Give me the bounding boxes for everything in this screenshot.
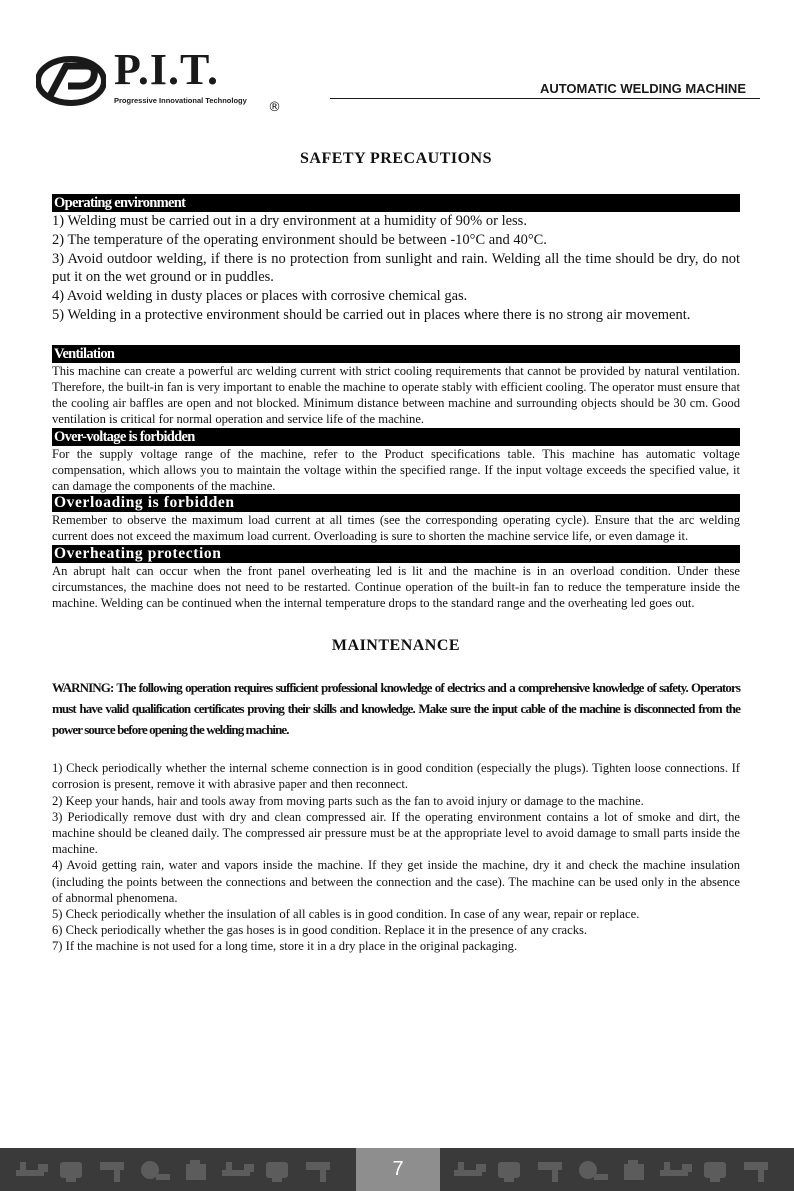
overheating-text: An abrupt halt can occur when the front panel overheating led is lit and the machine is in an overload condition. Under these circumstances, the machine does not need to be restarted. Continue operation of the built-in fan to reduce the temperature inside the machine. Welding can be continued when the internal temperature drops to the standard range and the overheating led goes out. [52, 563, 740, 611]
overloading-text: Remember to observe the maximum load current at all times (see the corresponding operating cycle). Ensure that the arc welding current does not exceed the maximum load current. Overloading is sure to shorten the machine service life, or even damage it. [52, 513, 740, 544]
safety-title: SAFETY PRECAUTIONS [300, 150, 492, 167]
page-number: 7 [356, 1148, 440, 1191]
operating-item-3: 3) Avoid outdoor welding, if there is no protection from sunlight and rain. Welding all the time should be dry, do not put it on the wet ground or in puddles. [52, 250, 740, 286]
ventilation-text: This machine can create a powerful arc welding current with strict cooling requirements that cannot be provided by natural ventilation. Therefore, the built-in fan is very important to enable the machine to operate stably with efficient cooling. The operator must ensure that the cooling air baffles are open and not blocked. Minimum distance between machine and surrounding objects should be 30 cm. Good ventilation is critical for normal operation and service life of the machine. [52, 363, 740, 427]
over-voltage-text: For the supply voltage range of the machine, refer to the Product specifications table. This machine has automatic voltage compensation, which allows you to maintain the voltage within the specified range. If the input voltage exceeds the specified value, it can damage the components of the machine. [52, 446, 740, 493]
operating-item-2: 2) The temperature of the operating environment should be between -10°C and 40°C. [52, 231, 547, 248]
section-heading-overloading: Overloading is forbidden [52, 494, 740, 512]
page-content [52, 150, 740, 955]
logo-tagline: Progressive Innovational Technology [114, 96, 247, 105]
maintenance-item-6: 6) Check periodically whether the gas hoses is in good condition. Replace it in the presence of any cracks. [52, 923, 588, 938]
document-header-title: AUTOMATIC WELDING MACHINE [539, 81, 746, 96]
section-heading-operating-environment: Operating environment [52, 194, 740, 212]
maintenance-item-2: 2) Keep your hands, hair and tools away from moving parts such as the fan to avoid injury or damage to the machine. [52, 793, 644, 808]
section-heading-ventilation: Ventilation [52, 345, 740, 363]
logo-name: P.I.T. [114, 45, 220, 94]
maintenance-item-4: 4) Avoid getting rain, water and vapors inside the machine. If they get inside the machine, dry it and check the machine insulation (including the points between the connections and between the connection and the case). The machine can be used only in the absence of abnormal phenomena. [52, 858, 740, 905]
pit-emblem-icon [36, 56, 106, 106]
registered-mark: ® [268, 100, 281, 115]
operating-item-1: 1) Welding must be carried out in a dry environment at a humidity of 90% or less. [52, 213, 527, 229]
operating-item-4: 4) Avoid welding in dusty places or places with corrosive chemical gas. [52, 288, 468, 305]
operating-item-5: 5) Welding in a protective environment should be carried out in places where there is no strong air movement. [52, 306, 691, 323]
page-footer [0, 1148, 794, 1191]
maintenance-item-3: 3) Periodically remove dust with dry and clean compressed air. If the operating environment contains a lot of smoke and dirt, the machine should be cleaned daily. The compressed air pressure must be at the appropriate level to avoid damage to small parts inside the machine. [52, 809, 740, 857]
maintenance-warning: WARNING: The following operation requires sufficient professional knowledge of electrics and a comprehensive knowledge of safety. Operators must have valid qualification certificates proving their skills and knowledge. Make sure the input cable of the machine is disconnected from the power source before opening the welding machine. [52, 680, 740, 738]
section-heading-overheating: Overheating protection [52, 545, 740, 563]
brand-logo [36, 45, 281, 115]
maintenance-item-7: 7) If the machine is not used for a long time, store it in a dry place in the original packaging. [52, 939, 518, 954]
maintenance-title: MAINTENANCE [331, 637, 461, 655]
section-heading-over-voltage: Over-voltage is forbidden [52, 428, 740, 446]
header-rule [330, 98, 760, 99]
maintenance-item-5: 5) Check periodically whether the insulation of all cables is in good condition. In case of any wear, repair or replace. [52, 907, 640, 922]
maintenance-item-1: 1) Check periodically whether the internal scheme connection is in good condition (especially the plugs). Tighten loose connections. If corrosion is present, remove it with abrasive paper and then reconnect. [52, 761, 740, 792]
